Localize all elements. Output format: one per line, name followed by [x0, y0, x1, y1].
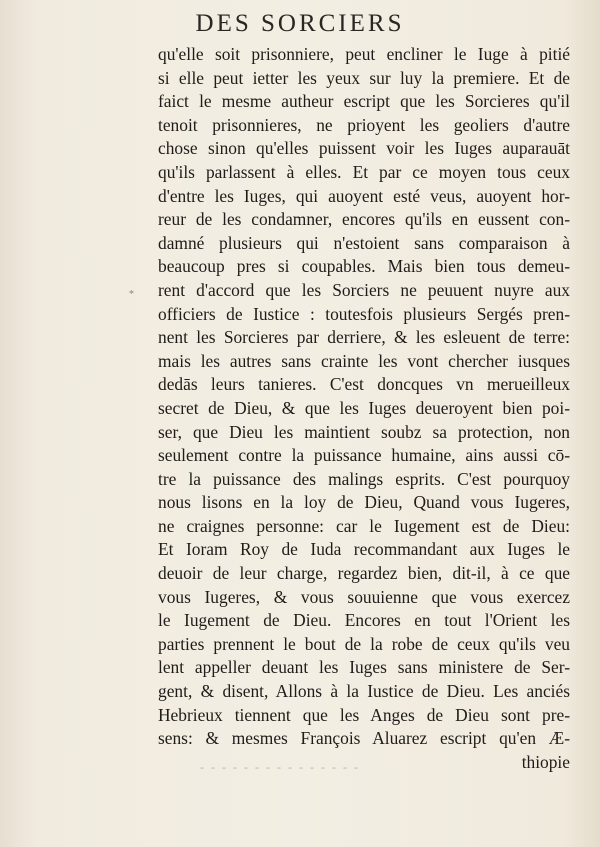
- text-line: vous Iugeres, & vous souuienne que vous exercez: [158, 586, 570, 607]
- body-text: [158, 43, 570, 774]
- text-line: seulement contre la puissance humaine, ains aussi cō-: [158, 445, 570, 466]
- text-line: tre la puissance des malings esprits. C'est pourquoy: [158, 468, 570, 489]
- text-line: ser, que Dieu les maintient soubz sa protection, non: [158, 421, 570, 442]
- text-line: reur de les condamner, encores qu'ils en eussent con-: [158, 209, 570, 230]
- text-line: Et Ioram Roy de Iuda recommandant aux Iuges le: [158, 539, 570, 560]
- text-line: dedās leurs tanieres. C'est doncques vn merueilleux: [158, 374, 570, 395]
- text-line: qu'elle soit prisonniere, peut encliner le Iuge à pitié: [158, 44, 570, 64]
- text-line: d'entre les Iuges, qui auoyent esté veus, auoyent hor-: [158, 185, 570, 206]
- text-line: Hebrieux tiennent que les Anges de Dieu sont pre-: [158, 704, 570, 725]
- footer-mark: - - - - - - - - - - - - - - -: [200, 760, 360, 774]
- text-line: si elle peut ietter les yeux sur luy la premiere. Et de: [158, 67, 570, 88]
- text-line: ne craignes personne: car le Iugement est de Dieu:: [158, 515, 570, 536]
- text-line: deuoir de leur charge, regardez bien, dit-il, à ce que: [158, 563, 570, 584]
- text-line: secret de Dieu, & que les Iuges deueroyent bien poi-: [158, 397, 570, 418]
- text-line: officiers de Iustice : toutesfois plusieurs Sergés pren-: [158, 303, 570, 324]
- text-line: faict le mesme autheur escript que les Sorcieres qu'il: [158, 91, 570, 112]
- text-line: beaucoup pres si coupables. Mais bien tous demeu-: [158, 256, 570, 277]
- text-line: damné plusieurs qui n'estoient sans comparaison à: [158, 232, 570, 253]
- text-line: chose sinon qu'elles puissent voir les Iuges auparauāt: [158, 138, 570, 159]
- catchword: thiopie: [521, 751, 570, 772]
- text-line: qu'ils parlassent à elles. Et par ce moyen tous ceux: [158, 161, 570, 182]
- margin-mark: *: [129, 289, 134, 300]
- text-line: sens: & mesmes François Aluarez escript qu'en Æ-: [158, 728, 570, 749]
- text-line: tenoit prisonnieres, ne prioyent les geoliers d'autre: [158, 114, 570, 135]
- text-line: nous lisons en la loy de Dieu, Quand vous Iugeres,: [158, 492, 570, 513]
- text-line: parties prennent le bout de la robe de ceux qu'ils veu: [158, 633, 570, 654]
- text-line: le Iugement de Dieu. Encores en tout l'Orient les: [158, 610, 570, 631]
- text-line: lent appeller deuant les Iuges sans ministere de Ser-: [158, 657, 570, 678]
- text-line: nent les Sorcieres par derriere, & les esleuent de terre:: [158, 327, 570, 348]
- text-line: gent, & disent, Allons à la Iustice de Dieu. Les anciés: [158, 681, 570, 702]
- text-line: rent d'accord que les Sorciers ne peuuent nuyre aux: [158, 279, 570, 300]
- running-head: DES SORCIERS: [195, 10, 405, 37]
- text-line: mais les autres sans crainte les vont chercher iusques: [158, 350, 570, 371]
